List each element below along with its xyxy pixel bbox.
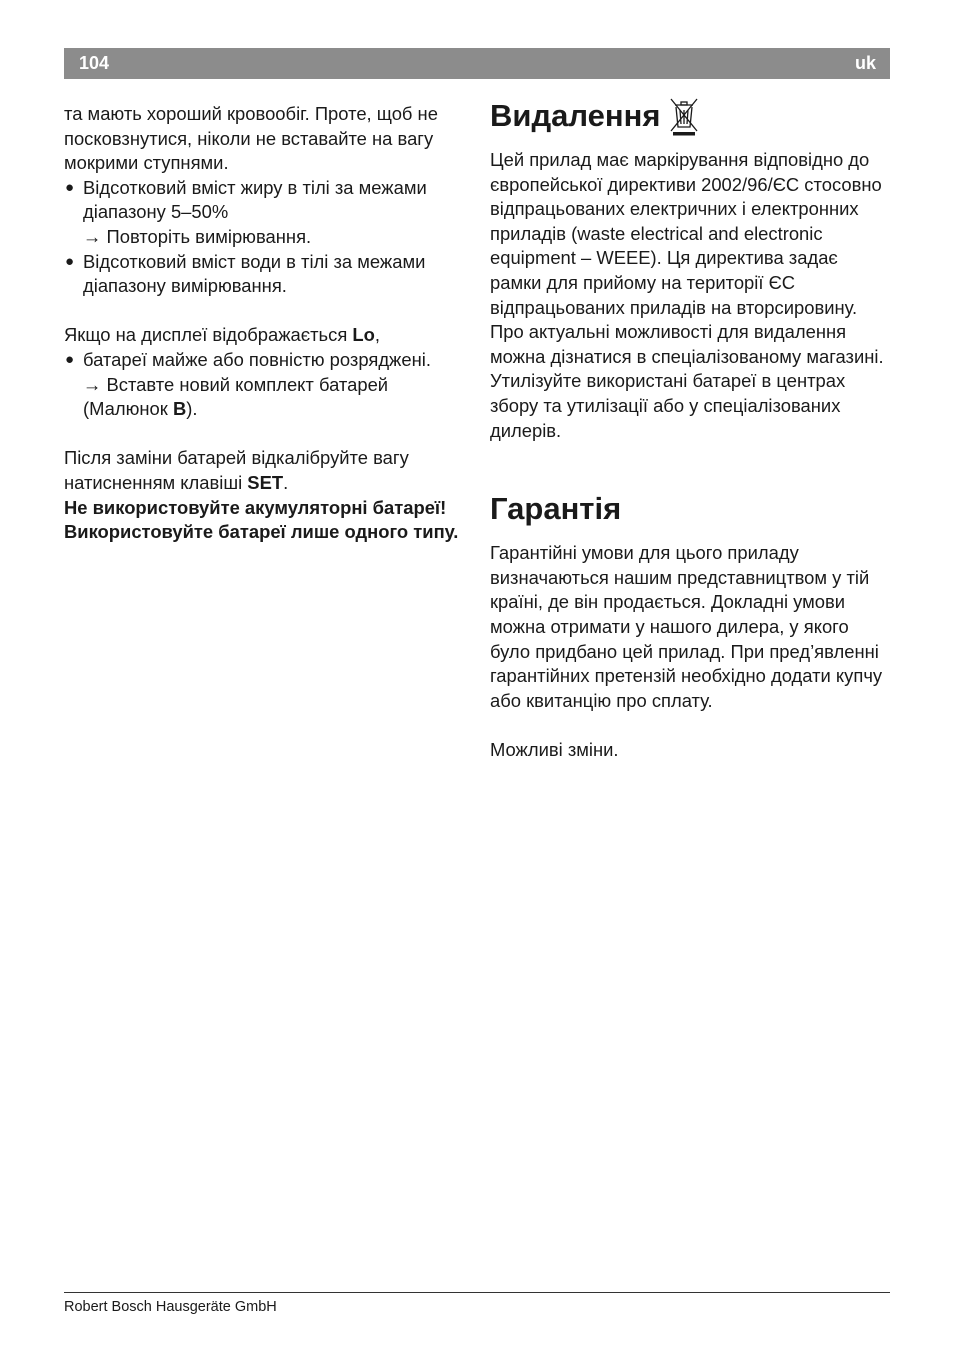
crossed-bin-icon (669, 96, 699, 136)
set-key-label: SET (247, 471, 284, 493)
list-item-water (64, 250, 468, 299)
disposal-paragraph: Цей прилад має маркірування відповідно до європейської директиви 2002/96/ЄС стосовно відпрацьованих електричних і електронних приладів (waste electrical and electronic equipment – WEEE). Ця директива задає рамки для прийому на території ЄС відпрацьованих приладів на вторсировину. (490, 149, 882, 318)
list-item-battery (64, 348, 468, 422)
battery-warning: Не використовуйте акумуляторні батареї! Використовуйте батареї лише одного типу. (64, 496, 459, 543)
page-number: 104 (79, 53, 110, 73)
bullet-icon: ● (65, 350, 75, 368)
disposal-paragraph: Про актуальні можливості для видалення можна дізнатися в спеціалізованому магазині. (490, 321, 884, 367)
disposal-heading (490, 96, 890, 136)
warranty-paragraph: Гарантійні умови для цього приладу визначаються нашим представництвом у тій країні, де він продається. Докладні умови можна отримати у нашого дилера, у якого було придбано цей прилад. При пред’явленні гарантійних претензій необхідно додати купчу або квитанцію про сплату. (490, 542, 883, 711)
list-item-action: → Вставте новий комплект батарей (83, 373, 389, 395)
footer-divider (64, 1292, 890, 1293)
disposal-title: Видалення (490, 98, 661, 133)
figure-letter: B (172, 398, 187, 420)
page-header-bar (64, 48, 890, 79)
language-code: uk (854, 53, 876, 73)
left-column (64, 102, 468, 545)
intro-paragraph: та мають хороший кровообіг. Проте, щоб не посковзнутися, ніколи не вставайте на вагу мокрими ступнями. (64, 103, 438, 174)
bullet-icon: ● (65, 252, 75, 270)
calibration-paragraph: Після заміни батарей відкалібруйте вагу натисненням клавіші SET. (64, 447, 409, 493)
disposal-paragraph: Утилізуйте використані батареї в центрах збору та утилізації або у спеціалізованих дилерів. (490, 370, 846, 441)
list-item-action: → Повторіть вимірювання. (83, 225, 312, 247)
changes-note: Можливі зміни. (490, 738, 619, 760)
list-item-figure-ref: (Малюнок B). (83, 398, 198, 420)
list-item-text: Відсотковий вміст води в тілі за межами діапазону вимірювання. (83, 250, 426, 297)
lo-code: Lo (352, 324, 375, 346)
list-item-fat (64, 176, 468, 250)
list-item-text: Відсотковий вміст жиру в тілі за межами діапазону 5–50% (83, 176, 427, 223)
list-item-text: батареї майже або повністю розряджені. (83, 348, 431, 370)
warranty-title: Гарантія (490, 491, 622, 527)
right-column (490, 98, 890, 762)
footer-company: Robert Bosch Hausgeräte GmbH (64, 1299, 277, 1315)
display-lo-paragraph: Якщо на дисплеї відображається Lo, (64, 324, 380, 346)
bullet-icon: ● (65, 178, 75, 196)
